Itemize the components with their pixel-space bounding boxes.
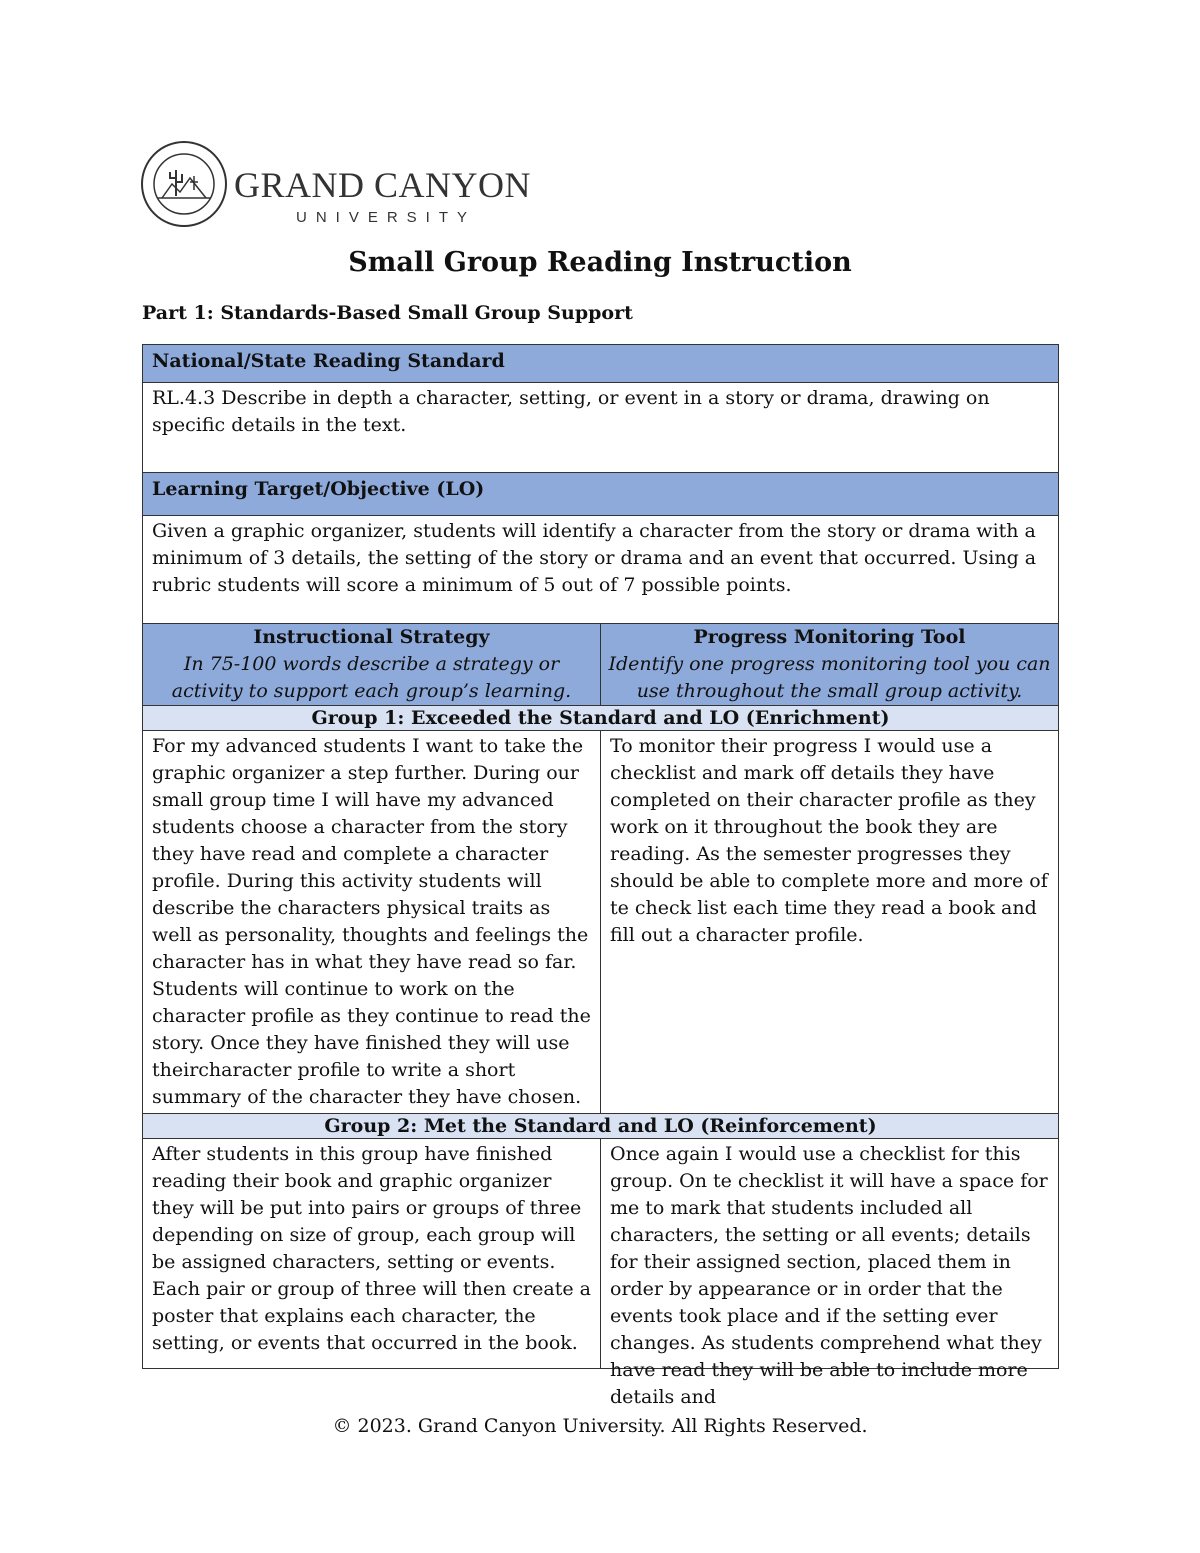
group2-header: Group 2: Met the Standard and LO (Reinforcement) [143, 1114, 1059, 1139]
lo-header-row [143, 473, 1059, 516]
group2-tool-cell [601, 1139, 1059, 1408]
lo-row [143, 516, 1059, 624]
group2-header-row [143, 1114, 1059, 1139]
group2-strategy: After students in this group have finished reading their book and graphic organizer they will be put into pairs or groups of three depending on size of group, each group will be assigned characters, setting or events. Each pair or group of three will then create a poster that explains each character, the setting, or events that occurred in the book. [152, 1143, 591, 1354]
group1-header-row [143, 706, 1059, 731]
lo-text: Given a graphic organizer, students will identify a character from the story or drama with a minimum of 3 details, the setting of the story or drama and an event that occurred. Using a rubric students will score a minimum of 5 out of 7 possible points. [143, 516, 1059, 624]
copyright-footer: © 2023. Grand Canyon University. All Rights Reserved. [332, 1415, 868, 1437]
group1-strategy: For my advanced students I want to take the graphic organizer a step further. During our small group time I will have my advanced students choose a character from the story they have read and complete a character profile. During this activity students will describe the characters physical traits as well as personality, thoughts and feelings the character has in what they have read so far. Students will continue to work on the character profile as they continue to read the story. Once they have finished they will use theircharacter profile to write a short summary of the character they have chosen. [143, 731, 601, 1114]
strategy-heading: Instructional Strategy [253, 626, 490, 648]
standard-header-row [143, 345, 1059, 383]
strategy-column-header [143, 624, 601, 706]
support-table [142, 344, 1059, 1408]
strategy-instruction: In 75-100 words describe a strategy or activity to support each group’s learning. [171, 653, 572, 702]
group2-tool: Once again I would use a checklist for this group. On te checklist it will have a space for me to mark that students included all characters, the setting or all events; details for their assigned section, placed them in order by appearance or in order that the events took place and if the setting ever changes. As students comprehend what they have read they will be able to include more details and [610, 1143, 1048, 1408]
logo-name: GRAND CANYON [234, 165, 532, 205]
logo-subtitle: UNIVERSITY [296, 209, 477, 226]
column-header-row [143, 624, 1059, 706]
tool-instruction: Identify one progress monitoring tool you can use throughout the small group activity. [608, 653, 1051, 702]
lo-header: Learning Target/Objective (LO) [143, 473, 1059, 516]
university-seal-icon [140, 140, 228, 228]
part-heading: Part 1: Standards-Based Small Group Support [142, 302, 633, 324]
logo-wordmark [234, 164, 534, 224]
standard-text: RL.4.3 Describe in depth a character, setting, or event in a story or drama, drawing on specific details in the text. [143, 383, 1059, 473]
group2-strategy-cell [143, 1139, 601, 1369]
university-logo [140, 140, 540, 230]
page-title: Small Group Reading Instruction [348, 247, 852, 278]
tool-heading: Progress Monitoring Tool [693, 626, 966, 648]
group1-row [143, 731, 1059, 1114]
group1-header: Group 1: Exceeded the Standard and LO (Enrichment) [143, 706, 1059, 731]
standard-header: National/State Reading Standard [143, 345, 1059, 383]
standard-row [143, 383, 1059, 473]
group2-row [143, 1139, 1059, 1369]
tool-column-header [601, 624, 1059, 706]
group1-tool: To monitor their progress I would use a checklist and mark off details they have completed on their character profile as they work on it throughout the book they are reading. As the semester progresses they should be able to complete more and more of te check list each time they read a book and fill out a character profile. [601, 731, 1059, 1114]
